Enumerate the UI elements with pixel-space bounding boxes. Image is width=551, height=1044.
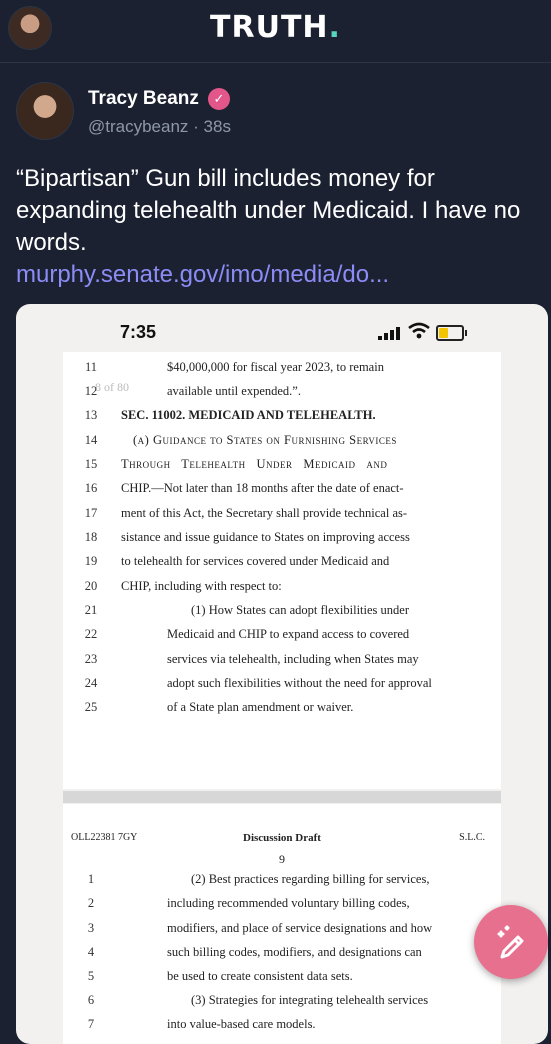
truth-logo: TRUTH. [210, 10, 341, 45]
doc-line: 5 be used to create consistent data sets. [87, 969, 353, 983]
doc-line: 20 CHIP, including with respect to: [84, 579, 282, 593]
embedded-image[interactable] [16, 304, 548, 1044]
doc-line: 2 including recommended voluntary billing codes, [87, 896, 410, 910]
post-link[interactable]: murphy.senate.gov/imo/media/do... [16, 261, 390, 288]
document-page-1 [63, 352, 501, 789]
top-bar [0, 0, 551, 58]
doc-line: 4 such billing codes, modifiers, and designations can [87, 945, 422, 959]
author-handle[interactable]: @tracybeanz [88, 117, 189, 136]
battery-icon [436, 325, 464, 341]
signal-icon [378, 326, 400, 340]
compose-button[interactable] [474, 905, 548, 979]
doc-line: 24 adopt such flexibilities without the need for approval [84, 676, 432, 690]
doc-line: 3 modifiers, and place of service designations and how [87, 921, 433, 935]
author-avatar[interactable] [16, 82, 74, 140]
doc-line: 13 SEC. 11002. MEDICAID AND TELEHEALTH. [84, 408, 376, 422]
post-time[interactable]: 38s [203, 117, 231, 136]
doc-line: 19 to telehealth for services covered under Medicaid and [84, 554, 390, 568]
doc-line: 21 (1) How States can adopt flexibilities under [84, 603, 409, 617]
doc-line: 17 ment of this Act, the Secretary shall provide technical as- [84, 506, 408, 520]
compose-icon [474, 905, 548, 979]
header-divider [0, 62, 551, 63]
doc-line: 12 available until expended.”. [84, 384, 301, 398]
doc-line: 22 Medicaid and CHIP to expand access to covered [84, 627, 410, 641]
author-handle-line: @tracybeanz · 38s [88, 117, 231, 136]
doc-line: 14 (a) Guidance to States on Furnishing Services [84, 433, 397, 447]
doc-line: 25 of a State plan amendment or waiver. [84, 700, 354, 714]
page-number: 9 [279, 852, 285, 866]
post-text: “Bipartisan” Gun bill includes money for expanding telehealth under Medicaid. I have no words. [16, 165, 521, 256]
doc-line: 23 services via telehealth, including when States may [84, 652, 419, 666]
page-separator [63, 791, 501, 803]
doc-line: 18 sistance and issue guidance to States on improving access [84, 530, 410, 544]
page-watermark: 8 of 80 [95, 380, 129, 394]
doc-line: 15 Through Telehealth Under Medicaid and [84, 457, 388, 471]
doc-line: 1 (2) Best practices regarding billing for services, [87, 872, 430, 886]
document-page-2 [63, 804, 501, 1044]
status-time: 7:35 [120, 322, 157, 342]
doc-line: 7 into value-based care models. [87, 1017, 316, 1031]
doc-line: 16 CHIP.—Not later than 18 months after the date of enact- [84, 481, 404, 495]
doc-line: 6 (3) Strategies for integrating telehealth services [87, 993, 429, 1007]
doc-line: 11 $40,000,000 for fiscal year 2023, to remain [84, 360, 384, 374]
wifi-icon [408, 322, 430, 340]
verified-badge-icon: ✓ [208, 88, 230, 110]
author-name[interactable]: Tracy Beanz [88, 88, 199, 109]
page-header: OLL22381 7GY Discussion Draft S.L.C. [71, 832, 485, 844]
